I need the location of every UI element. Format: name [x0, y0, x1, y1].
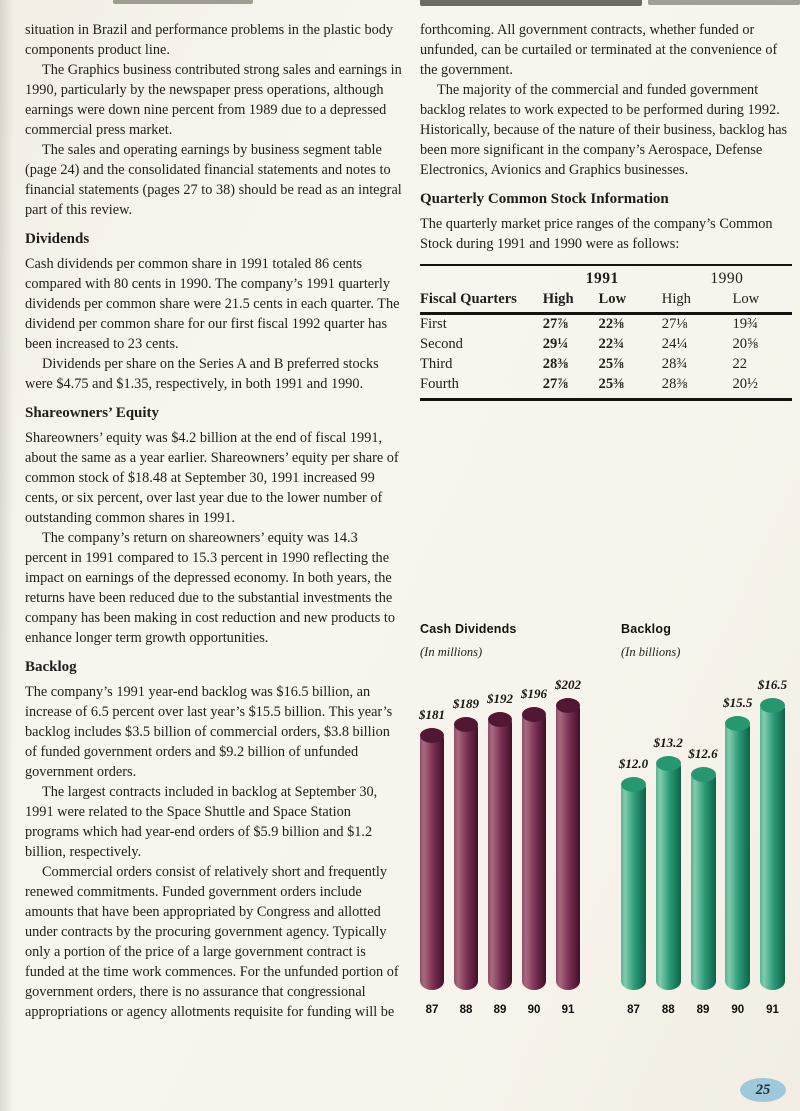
bar-year-label: 89 — [696, 1004, 710, 1016]
bar-value-label: $189 — [453, 696, 479, 711]
bar — [760, 700, 785, 990]
section-heading-shareowners-equity: Shareowners’ Equity — [25, 405, 160, 421]
chart-subtitle: (In billions) — [621, 645, 681, 659]
bar-year-label: 87 — [425, 1004, 439, 1016]
section-heading-quarterly-stock-info: Quarterly Common Stock Information — [420, 191, 669, 207]
price-cell: 28⅜ — [542, 356, 569, 372]
price-cell: 19¾ — [732, 316, 758, 332]
scan-artifact — [420, 0, 642, 6]
bar-year-label: 90 — [731, 1004, 745, 1016]
chart-backlog — [618, 622, 796, 1032]
table-row — [420, 375, 792, 400]
year-header-1990: 1990 — [662, 265, 792, 290]
scan-artifact — [648, 0, 800, 5]
right-column — [420, 20, 792, 401]
column-header-low-1990: Low — [732, 290, 792, 314]
year-header-1991: 1991 — [543, 265, 662, 290]
bar-top-cap — [420, 728, 444, 743]
price-cell: 22¾ — [598, 336, 625, 352]
table-year-header-row — [420, 265, 792, 290]
bar-value-label: $12.6 — [688, 746, 718, 761]
bar — [556, 700, 580, 990]
bar-year-label: 87 — [627, 1004, 640, 1016]
section-heading-dividends: Dividends — [25, 231, 90, 247]
section-heading-backlog: Backlog — [25, 659, 77, 675]
paragraph: The company’s 1991 year-end backlog was $16.5 billion, an increase of 6.5 percent over last year’s $15.5 billion. This year’s backlog includes $3.5 billion of commercial orders, $3.8 billion of funded government orders and $9.2 billion of unfunded government orders. — [25, 684, 393, 780]
paragraph: Commercial orders consist of relatively short and frequently renewed commitments. Funded government orders include amounts that have been appropriated by Congress and allotted under contracts by the procuring government agency. Typically only a portion of the price of a large government contract is funded at the time work commences. For the unfunded portion of government orders, there is no assurance that congressional appropriations or agency allotments requisite for funding will be — [25, 864, 399, 1020]
bar-top-cap — [725, 716, 750, 731]
bar-year-label: 91 — [766, 1004, 779, 1016]
paragraph: Dividends per share on the Series A and B preferred stocks were $4.75 and $1.35, respectively, in both 1991 and 1990. — [25, 356, 379, 392]
bar-plot — [618, 677, 796, 1016]
bar-value-label: $16.5 — [757, 677, 788, 692]
price-cell: 25⅞ — [598, 356, 625, 372]
price-cell: 22⅜ — [598, 316, 625, 332]
price-cell: 27⅞ — [542, 316, 569, 332]
paragraph: The largest contracts included in backlog at September 30, 1991 were related to the Space Shuttle and Space Station programs which had year-end orders of $5.9 billion and $1.2 billion, respectively. — [25, 784, 378, 860]
paragraph: The quarterly market price ranges of the company’s Common Stock during 1991 and 1990 were as follows: — [420, 216, 773, 252]
bar-value-label: $12.0 — [618, 756, 649, 771]
quarter-label: First — [420, 316, 447, 332]
column-header-high-1990: High — [662, 290, 733, 314]
bar-year-label: 89 — [493, 1004, 507, 1016]
paragraph: The sales and operating earnings by business segment table (page 24) and the consolidated financial statements and notes to financial statements (pages 27 to 38) should be read as an integral part of this review. — [25, 142, 402, 218]
quarter-label: Fourth — [420, 375, 543, 400]
price-cell: 20½ — [732, 375, 792, 400]
paragraph: The Graphics business contributed strong sales and earnings in 1990, particularly by the newspaper press operations, although earnings were down nine percent from 1989 due to a depressed commercial press market. — [25, 62, 402, 138]
price-cell: 25⅜ — [599, 375, 662, 400]
bar — [725, 718, 750, 990]
bar — [420, 730, 444, 990]
bar — [522, 709, 546, 990]
price-cell: 20⅝ — [732, 336, 758, 352]
price-cell: 24¼ — [661, 336, 688, 352]
column-header-low-1991: Low — [599, 290, 662, 314]
table-column-header-row — [420, 290, 792, 314]
quarter-label: Third — [420, 356, 453, 372]
bar-top-cap — [556, 698, 580, 713]
paragraph: forthcoming. All government contracts, whether funded or unfunded, can be curtailed or terminated at the convenience of the government. — [420, 22, 778, 78]
paragraph: Cash dividends per common share in 1991 totaled 86 cents compared with 80 cents in 1990. The company’s 1991 quarterly dividends per common share were 21.5 cents in each quarter. The dividend per common share for our first fiscal 1992 quarter has been increased to 23 cents. — [25, 256, 400, 352]
bar-year-label: 88 — [661, 1004, 675, 1016]
chart-title: Backlog — [621, 622, 672, 636]
table-row — [420, 314, 792, 336]
bar-top-cap — [656, 756, 681, 771]
quarter-label: Second — [420, 336, 463, 352]
chart-title: Cash Dividends — [420, 622, 517, 636]
bar-value-label: $181 — [419, 707, 445, 722]
bar — [454, 719, 478, 990]
price-cell: 28⅜ — [662, 375, 733, 400]
column-header-fiscal-quarters: Fiscal Quarters — [420, 290, 543, 314]
left-column — [25, 20, 403, 1022]
paragraph: Shareowners’ equity was $4.2 billion at the end of fiscal 1991, about the same as a year earlier. Shareowners’ equity per share of common stock of $18.48 at September 30, 1991 increased 99 cents, or six percent, over last year due to the lower number of outstanding common shares in 1991. — [25, 430, 399, 526]
price-cell: 22 — [732, 356, 748, 372]
price-cell: 27⅛ — [661, 316, 688, 332]
price-cell: 28¾ — [661, 356, 688, 372]
paragraph: The majority of the commercial and funded government backlog relates to work expected to be performed during 1992. Historically, because of the nature of their business, backlog has been more significant in the company’s Aerospace, Defense Electronics, Avionics and Graphics businesses. — [420, 82, 788, 178]
price-cell: 27⅞ — [543, 375, 599, 400]
bar-top-cap — [522, 707, 546, 722]
bar-top-cap — [760, 698, 785, 713]
table-row — [420, 335, 792, 355]
scan-artifact — [113, 0, 253, 4]
bar-value-label: $202 — [555, 677, 581, 692]
table-row — [420, 355, 792, 375]
spacer-cell — [420, 265, 543, 290]
bar-value-label: $15.5 — [723, 695, 753, 710]
bar-value-label: $192 — [487, 691, 513, 706]
bar-top-cap — [621, 777, 646, 792]
bar-value-label: $196 — [521, 686, 547, 701]
bar-top-cap — [488, 712, 512, 727]
paragraph: The company’s return on shareowners’ equity was 14.3 percent in 1991 compared to 15.3 percent in 1990 reflecting the impact on earnings of the depressed economy. In both years, the returns have been reduced due to the substantial investments the company has been making in cost reduction and new products to enhance longer term growth opportunities. — [25, 530, 396, 646]
bar-year-label: 91 — [561, 1004, 575, 1016]
paragraph: situation in Brazil and performance problems in the plastic body components product line. — [25, 22, 394, 58]
chart-subtitle: (In millions) — [420, 645, 483, 659]
stock-price-table — [420, 264, 792, 401]
bar-year-label: 90 — [527, 1004, 541, 1016]
bar-top-cap — [454, 717, 478, 732]
scan-edge-shade — [0, 0, 14, 1111]
bar — [656, 758, 681, 990]
bar — [621, 779, 646, 990]
price-cell: 29¼ — [542, 336, 569, 352]
bar-year-label: 88 — [459, 1004, 473, 1016]
bar-top-cap — [691, 767, 716, 782]
column-header-high-1991: High — [543, 290, 599, 314]
bar — [488, 714, 512, 990]
chart-cash-dividends — [420, 622, 610, 1032]
bar-value-label: $13.2 — [653, 735, 683, 750]
bar-plot — [419, 677, 610, 1016]
page-number: 25 — [755, 1081, 771, 1098]
page-number-oval — [740, 1078, 786, 1102]
bar — [691, 769, 716, 990]
